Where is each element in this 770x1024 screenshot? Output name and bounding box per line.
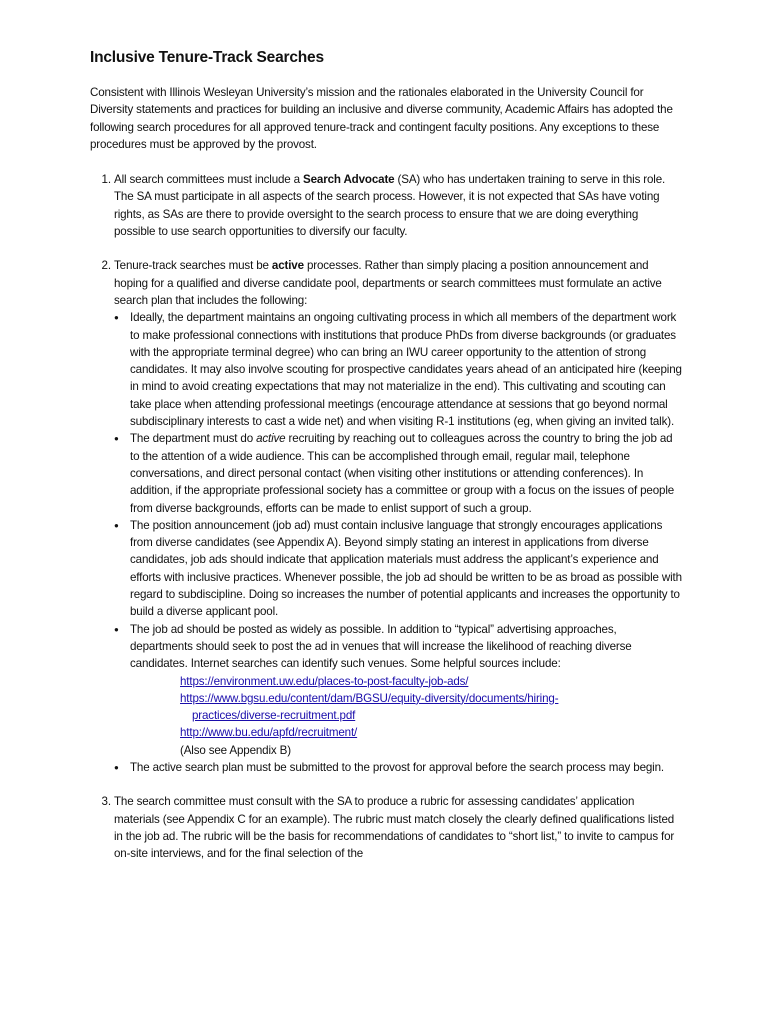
also-see-appendix-b: (Also see Appendix B): [180, 743, 291, 757]
bullet-active-recruiting: [130, 430, 682, 516]
link-uw-environment[interactable]: https://environment.uw.edu/places-to-post-faculty-job-ads/: [180, 674, 469, 688]
link2-line2: practices/diverse-recruitment.pdf: [192, 709, 356, 723]
item2-text-post: processes. Rather than simply placing a position announcement and hoping for a qualified and diverse candidate pool, departments or search committees must formulate an active search plan that includes the following:: [114, 259, 662, 307]
procedures-list: [90, 171, 682, 862]
procedure-item-2: [114, 257, 682, 776]
bullet-plan-approval: ● The active search plan must be submitted to the provost for approval before the search process may begin.: [130, 759, 682, 776]
item1-bold: Search Advocate: [303, 173, 395, 187]
link2-line1: https://www.bgsu.edu/content/dam/BGSU/equity-diversity/documents/hiring-: [180, 691, 559, 705]
bullet-cultivating: ● Ideally, the department maintains an ongoing cultivating process in which all members of the department work to make professional connections with institutions that produce PhDs from diverse backgrounds (or graduates with the appropriate terminal degree) who can bring an IWU career opportunity to the attention of strong candidates. It may also involve scouting for prospective candidates years ahead of an anticipated hire (keeping in mind to avoid creating expectations that may not materialize in the end). This cultivating and scouting can take place when attending professional meetings (encourage attendance at sessions that go beyond normal subdisciplinary interests to cast a wide net) and when visiting R-1 institutions (eg, when giving an invited talk).: [130, 309, 682, 430]
bullet-job-ad-language: ● The position announcement (job ad) must contain inclusive language that strongly encourages applications from diverse candidates (see Appendix A). Beyond simply stating an interest in applications from diverse candidates, job ads should indicate that application materials must address the applicant’s experience and efforts with inclusive practices. Whenever possible, the job ad should be written to be as broad as possible with regard to subdiscipline. Doing so increases the number of potential applicants and increases the opportunity to build a diverse applicant pool.: [130, 517, 682, 621]
active-plan-bullets: [114, 309, 682, 776]
procedure-item-1: [114, 171, 682, 240]
item2-bold: active: [271, 259, 304, 273]
item1-text-pre: All search committees must include a: [114, 173, 304, 187]
helpful-sources: [130, 673, 682, 759]
bullet4-text: The job ad should be posted as widely as possible. In addition to “typical” advertising approaches, departments should seek to post the ad in venues that will increase the likelihood of reaching diverse candidates. Internet searches can identify such venues. Some helpful sources include:: [130, 622, 632, 671]
bullet2-italic: active: [256, 432, 286, 446]
procedure-item-3: 3. The search committee must consult with the SA to produce a rubric for assessing candidates’ application materials (see Appendix C for an example). The rubric must match closely the clearly defined qualifications listed in the job ad. The rubric will be the basis for recommendations of candidates to “short list,” to invite to campus for on-site interviews, and for the final selection of the: [114, 793, 682, 862]
bullet2-pre: The department must do: [130, 432, 257, 446]
link-bgsu-diverse-recruitment[interactable]: [180, 692, 682, 725]
link-bu-apfd[interactable]: http://www.bu.edu/apfd/recruitment/: [180, 726, 358, 740]
item2-text-pre: Tenure-track searches must be: [114, 259, 272, 273]
intro-paragraph: Consistent with Illinois Wesleyan University’s mission and the rationales elaborated in the University Council for Diversity statements and practices for building an inclusive and diverse community, Academic Affairs has adopted the following search procedures for all approved tenure-track and contingent faculty positions. Any exceptions to these procedures must be approved by the provost.: [90, 86, 673, 151]
bullet-job-ad-posting: [130, 621, 682, 759]
item1-text-post: (SA) who has undertaken training to serve in this role. The SA must participate in all aspects of the search process. However, it is not expected that SAs have voting rights, as SAs are there to provide oversight to the search process to ensure that we are doing everything possible to use search opportunities to diversify our faculty.: [114, 173, 666, 239]
page-title: Inclusive Tenure-Track Searches: [90, 49, 324, 66]
bullet2-post: recruiting by reaching out to colleagues across the country to bring the job ad to the attention of a wide audience. This can be accomplished through email, regular mail, telephone conversations, and direct personal contact (when visiting other institutions or attending conferences). In addition, if the appropriate professional society has a committee or group with a focus on the issues of people from diverse backgrounds, efforts can be made to enlist support of such a group.: [130, 432, 675, 515]
